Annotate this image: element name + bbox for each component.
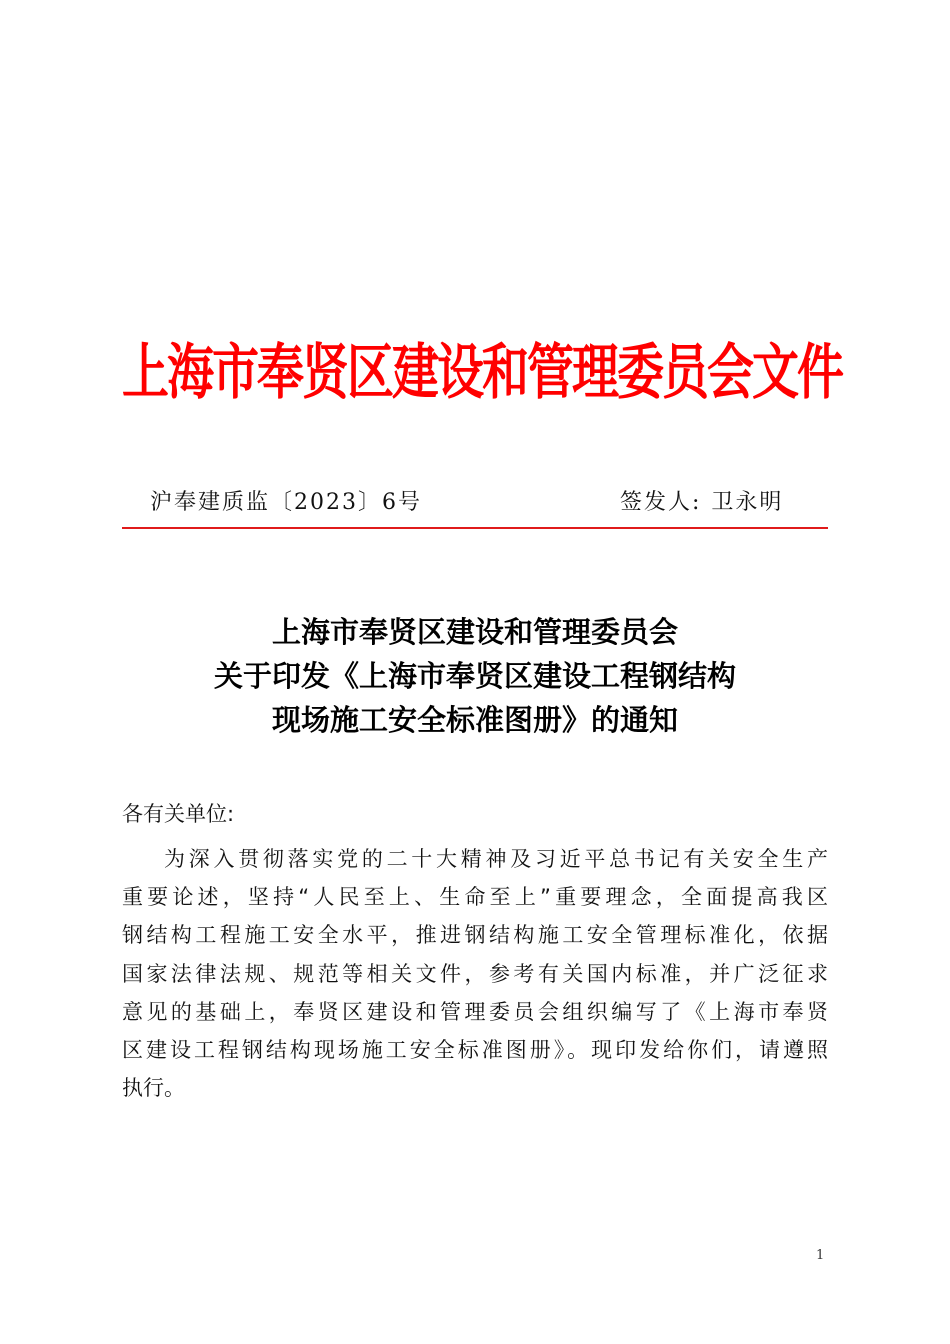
body-line-5: 意见的基础上，奉贤区建设和管理委员会组织编写了《上海市奉贤 — [122, 999, 828, 1024]
salutation: 各有关单位: — [122, 802, 235, 826]
red-divider-line — [122, 527, 828, 529]
body-line-7: 执行。 — [122, 1076, 185, 1101]
body-line-4: 国家法律法规、规范等相关文件，参考有关国内标准，并广泛征求 — [122, 961, 828, 986]
signer — [620, 488, 783, 518]
document-number: 沪奉建质监〔2023〕6号 — [150, 490, 422, 515]
body-line-1: 为深入贯彻落实党的二十大精神及习近平总书记有关安全生产 — [164, 847, 828, 871]
title-line-2: 关于印发《上海市奉贤区建设工程钢结构 — [213, 659, 736, 693]
title-line-1: 上海市奉贤区建设和管理委员会 — [271, 615, 678, 649]
signer-label: 签发人: — [620, 490, 702, 515]
title-line-3: 现场施工安全标准图册》的通知 — [271, 703, 678, 737]
signer-name: 卫永明 — [711, 490, 784, 515]
masthead-title: 上海市奉贤区建设和管理委员会文件 — [122, 338, 842, 409]
body-paragraph — [122, 840, 828, 1107]
page-number: 1 — [816, 1248, 825, 1263]
notice-title — [120, 610, 830, 742]
body-line-2: 重要论述，坚持“人民至上、生命至上”重要理念，全面提高我区 — [122, 885, 828, 910]
body-line-6: 区建设工程钢结构现场施工安全标准图册》。现印发给你们，请遵照 — [122, 1037, 828, 1062]
body-line-3: 钢结构工程施工安全水平，推进钢结构施工安全管理标准化，依据 — [122, 923, 828, 948]
